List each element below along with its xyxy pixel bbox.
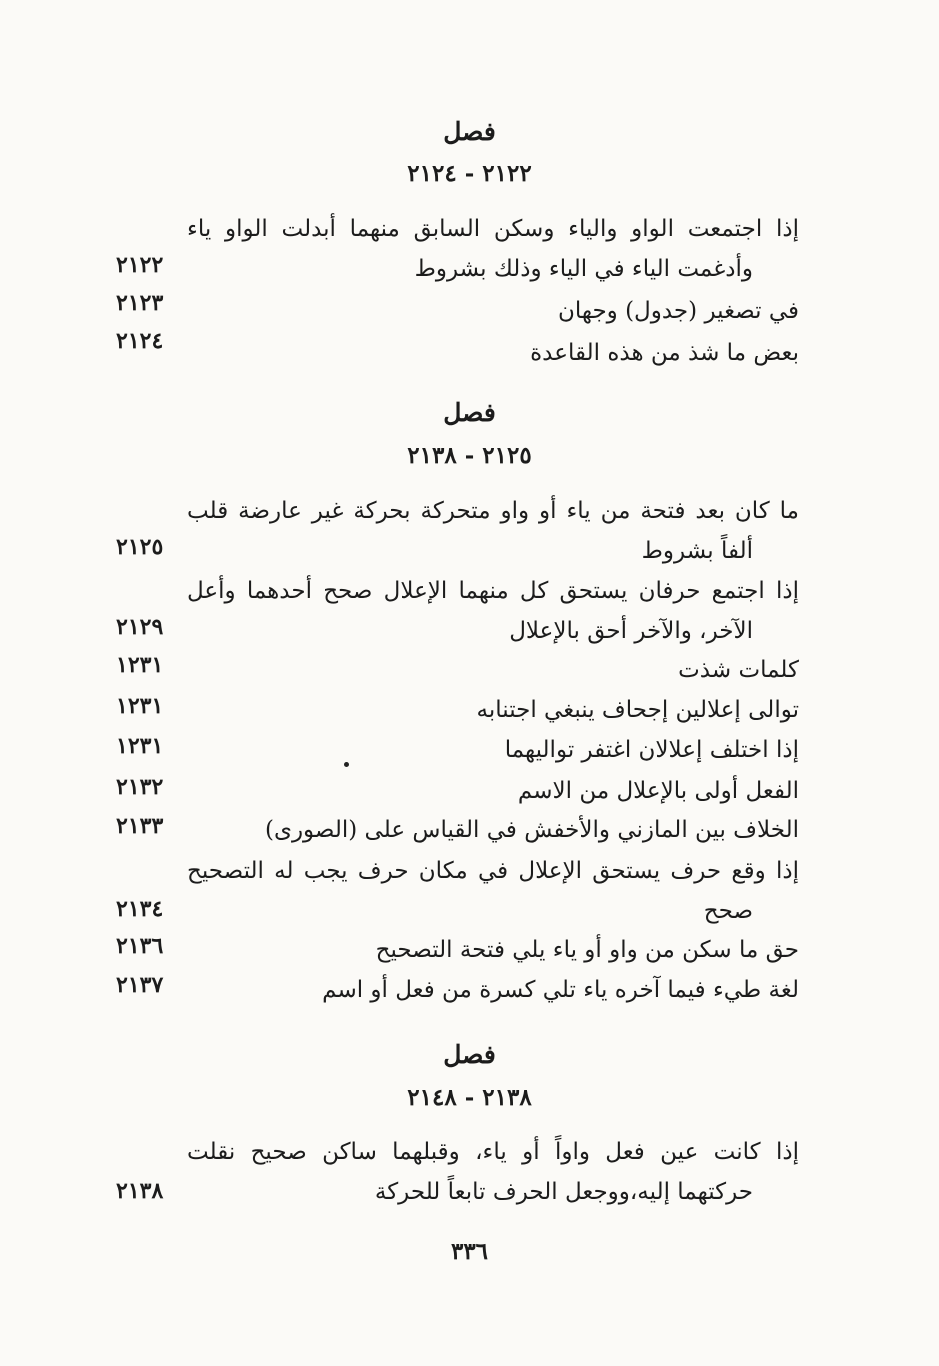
entry-line: في تصغير (جدول) وجهان (557, 298, 799, 324)
entry-line: صحح (703, 898, 753, 924)
entry-line: الآخر، والآخر أحق بالإعلال (509, 618, 753, 644)
entry-line: الخلاف بين المازني والأخفش في القياس على (الصورى) (264, 817, 799, 843)
entry-number: ٢١٣٨ (116, 1178, 164, 1204)
entry-line: إذا اختلف إعلالان اغتفر تواليهما (504, 737, 799, 763)
section-range: ٢١٢٢ - ٢١٢٤ (407, 160, 532, 187)
entry-number: ٢١٣٦ (116, 933, 164, 959)
ink-speck (344, 762, 349, 767)
entry-line: إذا اجتمع حرفان يستحق كل منهما الإعلال صحح أحدهما وأعل (187, 578, 799, 604)
entry-number: ٢١٣٣ (116, 813, 164, 839)
entry-line: حق ما سكن من واو أو ياء يلي فتحة التصحيح (375, 937, 799, 963)
entry-number: ٢١٣٤ (116, 896, 164, 922)
entry-line: الفعل أولى بالإعلال من الاسم (517, 778, 799, 804)
entry-line: ما كان بعد فتحة من ياء أو واو متحركة بحركة غير عارضة قلب (187, 498, 799, 524)
entry-number: ٢١٢٣ (116, 290, 164, 316)
entry-line: توالى إعلالين إجحاف ينبغي اجتنابه (476, 697, 799, 723)
entry-line: حركتهما إليه،ووجعل الحرف تابعاً للحركة (374, 1179, 753, 1205)
section-range: ٢١٢٥ - ٢١٣٨ (407, 442, 532, 469)
entry-number: ٢١٣٧ (116, 972, 164, 998)
entry-line: كلمات شذت (678, 657, 799, 683)
entry-line: لغة طيء فيما آخره ياء تلي كسرة من فعل أو اسم (322, 977, 799, 1003)
entry-line: إذا اجتمعت الواو والياء وسكن السابق منهما أبدلت الواو ياء (187, 216, 799, 242)
entry-number: ١٢٣١ (116, 652, 164, 678)
entry-line: وأدغمت الياء في الياء وذلك بشروط (414, 256, 753, 282)
entry-line: بعض ما شذ من هذه القاعدة (530, 340, 799, 366)
entry-line: إذا كانت عين فعل واواً أو ياء، وقبلهما ساكن صحيح نقلت (187, 1139, 799, 1165)
entry-line: ألفاً بشروط (641, 538, 753, 564)
entry-number: ١٢٣١ (116, 693, 164, 719)
entry-number: ١٢٣١ (116, 733, 164, 759)
section-heading: فصل (443, 1040, 496, 1069)
section-heading: فصل (443, 398, 496, 427)
entry-number: ٢١٢٢ (116, 252, 164, 278)
section-range: ٢١٣٨ - ٢١٤٨ (407, 1084, 532, 1111)
section-heading: فصل (443, 117, 496, 146)
entry-number: ٢١٢٤ (116, 328, 164, 354)
entry-line: إذا وقع حرف يستحق الإعلال في مكان حرف يجب له التصحيح (187, 858, 799, 884)
page-number: ٣٣٦ (450, 1238, 489, 1265)
entry-number: ٢١٢٩ (116, 614, 164, 640)
entry-number: ٢١٢٥ (116, 534, 164, 560)
entry-number: ٢١٣٢ (116, 774, 164, 800)
